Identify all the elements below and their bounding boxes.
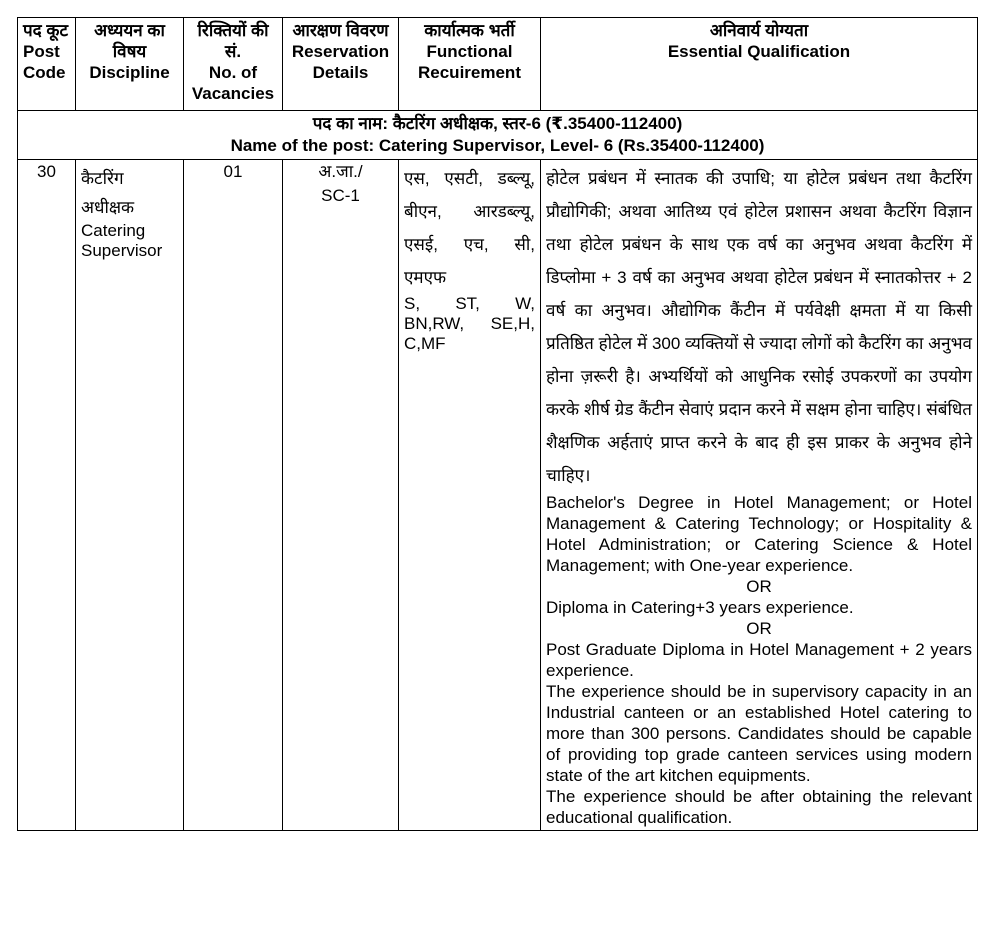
header-vacancies-en: No. of Vacancies xyxy=(191,63,275,103)
qualification-or-2: OR xyxy=(746,619,772,638)
discipline-en: Catering Supervisor xyxy=(81,221,163,260)
header-reservation-hi: आरक्षण विवरण xyxy=(292,21,389,40)
qualification-en-2: Diploma in Catering+3 years experience. xyxy=(546,598,854,617)
functional-hi: एस, एसटी, डब्ल्यू, बीएन, आरडब्ल्यू, एसई, एच, सी, एमएफ xyxy=(404,169,535,287)
header-reservation-en: Reservation Details xyxy=(291,42,390,82)
header-discipline-hi: अध्ययन का विषय xyxy=(94,21,165,61)
qualification-en-5: The experience should be after obtaining the relevant educational qualification. xyxy=(546,787,972,827)
vacancies-value: 01 xyxy=(223,162,243,181)
qualification-cell xyxy=(541,160,978,831)
post-title-hi: पद का नाम: कैटरिंग अधीक्षक, स्तर-6 (₹.35400-112400) xyxy=(312,114,683,133)
header-discipline xyxy=(76,18,184,111)
qualification-or-1: OR xyxy=(746,577,772,596)
qualification-en-1: Bachelor's Degree in Hotel Management; or Hotel Management & Catering Technology; or Hospitality & Hotel Administration; or Catering Science & Hotel Management; with One-year experience. xyxy=(546,493,972,575)
header-vacancies xyxy=(184,18,283,111)
post-code-value: 30 xyxy=(37,162,56,181)
header-post-code-hi: पद कूट xyxy=(23,21,69,40)
header-reservation xyxy=(283,18,399,111)
reservation-en: SC-1 xyxy=(321,186,360,205)
post-title xyxy=(18,111,978,160)
header-qualification-en: Essential Qualification xyxy=(667,42,851,61)
header-post-code xyxy=(18,18,76,111)
reservation-hi: अ.जा./ xyxy=(318,162,363,181)
functional-en: S, ST, W, BN,RW, SE,H, C,MF xyxy=(404,294,535,353)
post-title-row xyxy=(18,111,978,160)
reservation-cell xyxy=(283,160,399,831)
post-title-en: Name of the post: Catering Supervisor, Level- 6 (Rs.35400-112400) xyxy=(230,136,765,155)
discipline-hi-2: अधीक्षक xyxy=(81,198,135,217)
header-qualification xyxy=(541,18,978,111)
header-functional-hi: कार्यात्मक भर्ती xyxy=(424,21,515,40)
post-code-cell xyxy=(18,160,76,831)
table-row xyxy=(18,160,978,831)
discipline-cell xyxy=(76,160,184,831)
header-discipline-en: Discipline xyxy=(89,63,170,82)
qualification-hi: होटेल प्रबंधन में स्नातक की उपाधि; या होटेल प्रबंधन तथा कैटरिंग प्रौद्योगिकी; अथवा आतिथ्य एवं होटेल प्रशासन अथवा कैटरिंग विज्ञान तथा होटेल प्रबंधन के साथ एक वर्ष का अनुभव अथवा कैटरिंग में डिप्लोमा + 3 वर्ष का अनुभव अथवा होटेल प्रबंधन में स्नातकोत्तर + 2 वर्ष का अनुभव। औद्योगिक कैंटीन में पर्यवेक्षी क्षमता में या किसी प्रतिष्ठित होटेल में 300 व्यक्तियों से ज्यादा लोगों को कैटरिंग का अनुभव होना ज़रूरी है। अभ्यर्थियों को आधुनिक रसोई उपकरणों का उपयोग करके शीर्ष ग्रेड कैंटीन सेवाएं प्रदान करने में सक्षम होना चाहिए। संबंधित शैक्षणिक अर्हताएं प्राप्त करने के बाद ही इस प्राकर के अनुभव होने चाहिए। xyxy=(546,169,972,485)
functional-cell xyxy=(399,160,541,831)
vacancies-cell xyxy=(184,160,283,831)
header-vacancies-hi: रिक्तियों की सं. xyxy=(197,21,269,61)
header-functional-en: Functional Recuirement xyxy=(418,42,521,82)
recruitment-table xyxy=(17,17,978,831)
header-row xyxy=(18,18,978,111)
header-functional xyxy=(399,18,541,111)
header-qualification-hi: अनिवार्य योग्यता xyxy=(709,21,809,40)
qualification-en-3: Post Graduate Diploma in Hotel Management + 2 years experience. xyxy=(546,640,972,680)
discipline-hi-1: कैटरिंग xyxy=(81,169,124,188)
qualification-en-4: The experience should be in supervisory capacity in an Industrial canteen or an established Hotel catering to more than 300 persons. Candidates should be capable of providing top grade canteen services using modern state of the art kitchen equipments. xyxy=(546,682,972,785)
header-post-code-en: Post Code xyxy=(23,42,66,82)
